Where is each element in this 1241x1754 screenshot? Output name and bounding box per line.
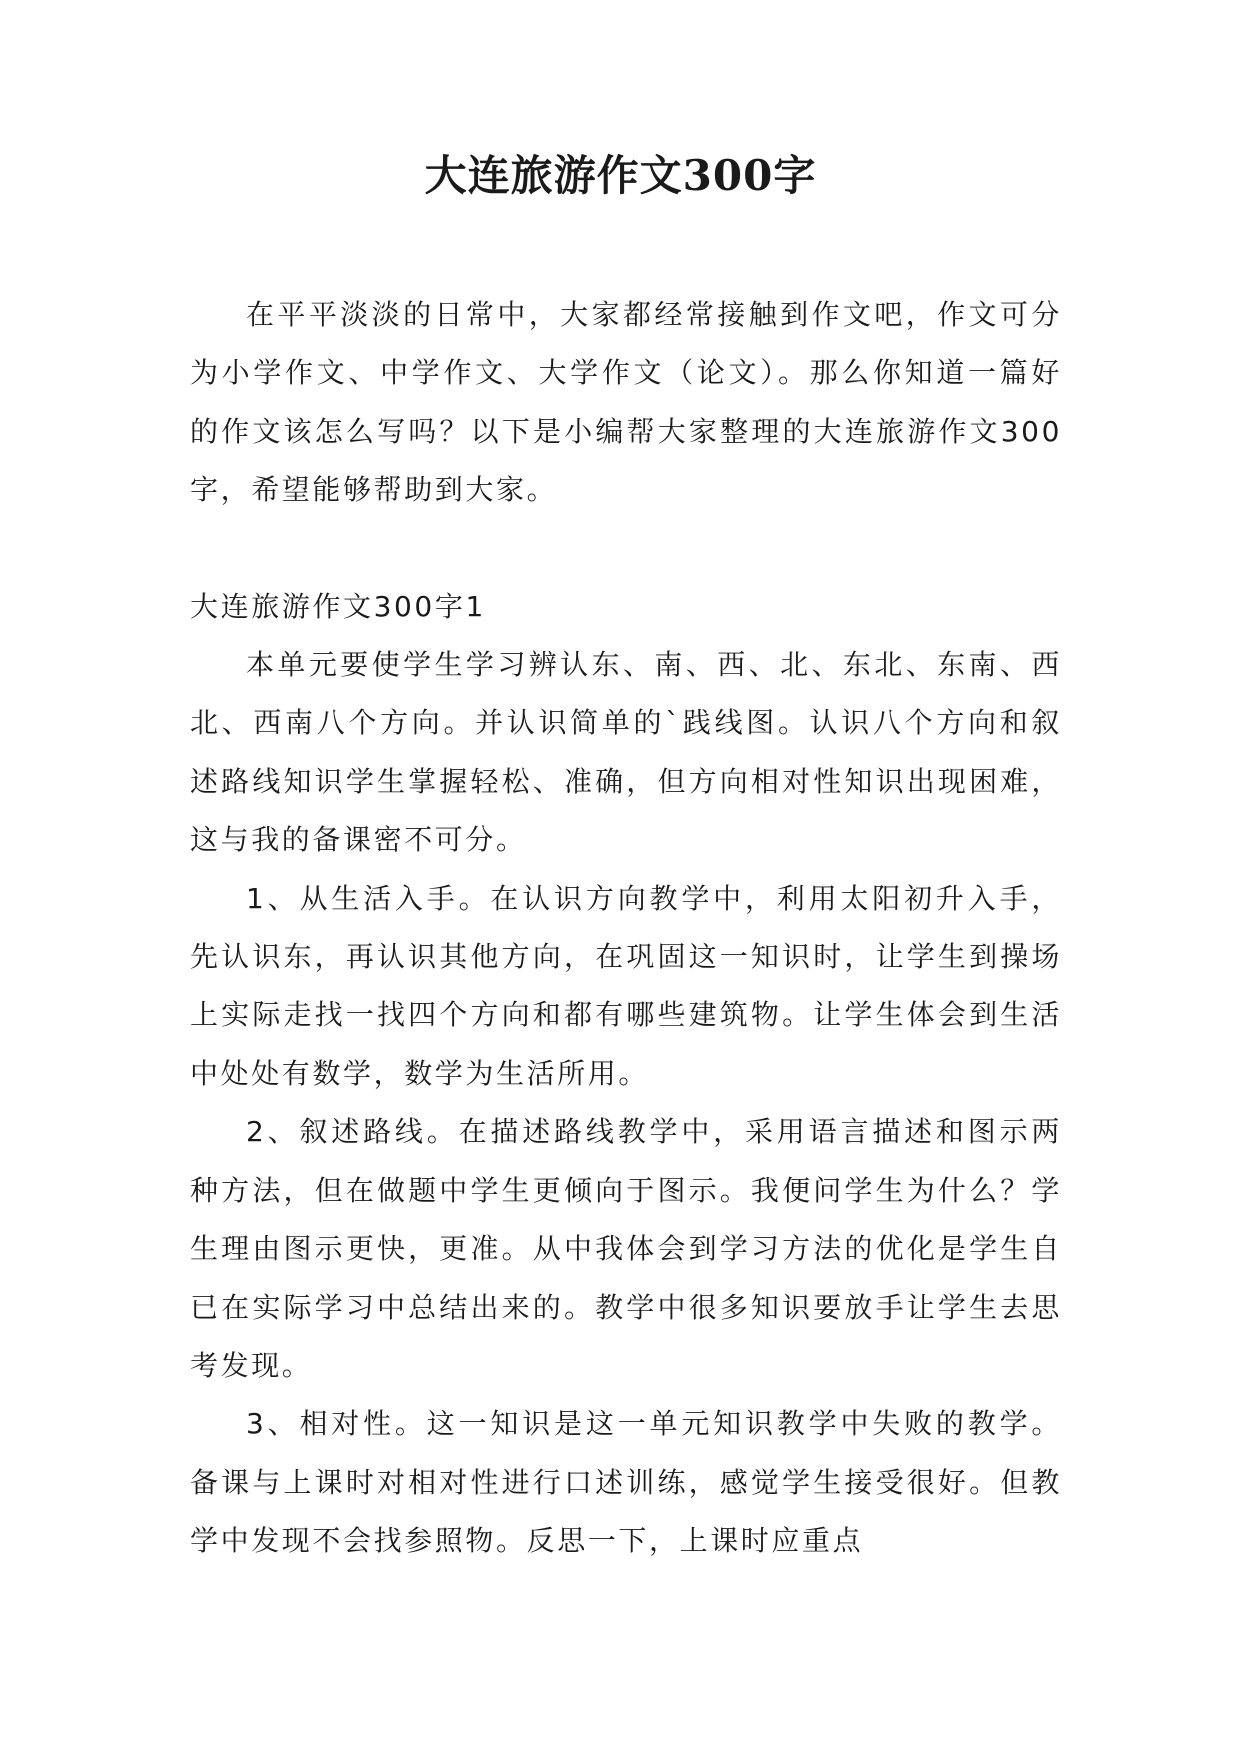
- body-paragraph: 1、从生活入手。在认识方向教学中，利用太阳初升入手，先认识东，再认识其他方向，在巩固这一知识时，让学生到操场上实际走找一找四个方向和都有哪些建筑物。让学生体会到生活中处处有数学，数学为生活所用。: [190, 881, 1062, 1090]
- document-body: [190, 286, 1062, 1571]
- body-paragraph: 3、相对性。这一知识是这一单元知识教学中失败的教学。备课与上课时对相对性进行口述训练，感觉学生接受很好。但教学中发现不会找参照物。反思一下，上课时应重点: [190, 1407, 1062, 1558]
- body-paragraph: 2、叙述路线。在描述路线教学中，采用语言描述和图示两种方法，但在做题中学生更倾向于图示。我便问学生为什么？学生理由图示更快，更准。从中我体会到学习方法的优化是学生自已在实际学习中总结出来的。教学中很多知识要放手让学生去思考发现。: [190, 1115, 1062, 1382]
- section-heading: 大连旅游作文300字1: [190, 589, 486, 623]
- intro-paragraph: 在平平淡淡的日常中，大家都经常接触到作文吧，作文可分为小学作文、中学作文、大学作文（论文）。那么你知道一篇好的作文该怎么写吗？以下是小编帮大家整理的大连旅游作文300字，希望能够帮助到大家。: [190, 298, 1062, 507]
- document-title: 大连旅游作文300字: [424, 151, 817, 200]
- body-paragraph: 本单元要使学生学习辨认东、南、西、北、东北、东南、西北、西南八个方向。并认识简单的`践线图。认识八个方向和叙述路线知识学生掌握轻松、准确，但方向相对性知识出现困难，这与我的备课密不可分。: [190, 648, 1062, 857]
